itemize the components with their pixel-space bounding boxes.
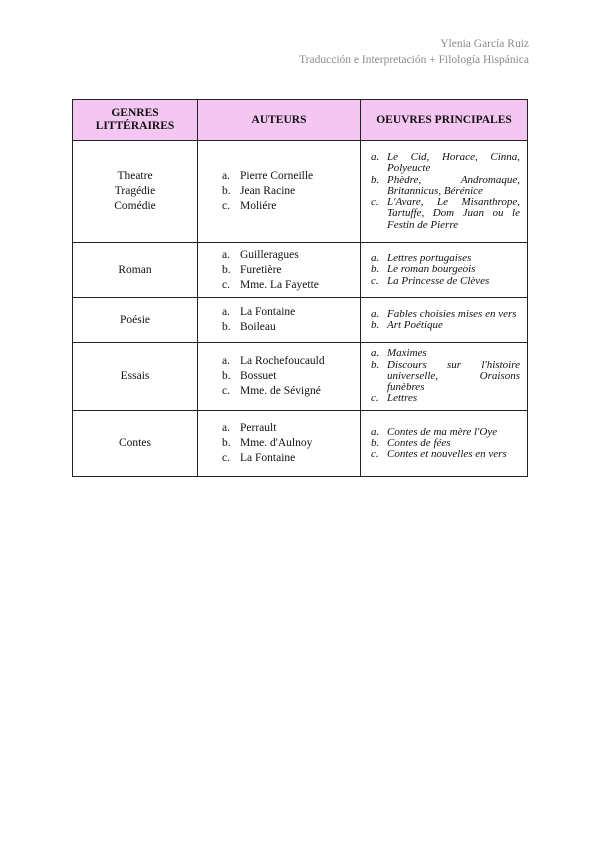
work-item	[367, 360, 520, 394]
list-marker: b.	[371, 358, 380, 371]
list-marker: c.	[371, 392, 379, 405]
author-item	[222, 278, 360, 293]
authors-cell	[198, 243, 361, 298]
list-text: La Rochefoucauld	[240, 355, 325, 367]
list-text: Lettres portugaises	[387, 252, 472, 265]
works-cell	[361, 411, 528, 477]
authors-cell	[198, 343, 361, 411]
list-text: Moliére	[240, 200, 277, 212]
list-marker: b.	[371, 263, 380, 276]
list-text: La Princesse de Clèves	[387, 274, 490, 287]
list-text: Mme. de Sévigné	[240, 385, 321, 397]
list-marker: a.	[371, 347, 380, 360]
list-marker: a.	[371, 151, 380, 164]
list-text: Mme. La Fayette	[240, 278, 319, 291]
list-text: Art Poétique	[387, 319, 443, 331]
author-item	[222, 169, 360, 184]
author-item	[222, 199, 360, 214]
author-item	[222, 184, 360, 199]
table-row	[73, 343, 528, 411]
genre-cell	[73, 298, 198, 343]
list-marker: a.	[222, 170, 230, 182]
authors-cell	[198, 141, 361, 243]
page-header	[299, 36, 529, 68]
table-row	[73, 243, 528, 298]
work-item	[367, 152, 520, 174]
author-item	[222, 248, 360, 263]
list-text: Lettres	[387, 392, 418, 405]
list-text: Le Cid, Horace, Cinna, Polyeucte	[387, 151, 520, 175]
works-cell	[361, 298, 528, 343]
list-marker: a.	[371, 307, 380, 320]
genre-label: Poésie	[119, 313, 151, 326]
genre-cell	[73, 411, 198, 477]
list-text: Jean Racine	[240, 185, 296, 197]
author-item	[222, 305, 360, 320]
list-marker: b.	[371, 173, 380, 186]
column-header-works: OEUVRES PRINCIPALES	[361, 100, 528, 141]
list-marker: a.	[222, 422, 230, 434]
list-text: Phèdre, Andromaque, Britannicus, Bérénice	[387, 173, 520, 197]
table-header-row	[73, 100, 528, 141]
list-text: Boileau	[240, 321, 276, 333]
list-marker: b.	[222, 437, 231, 449]
works-cell	[361, 141, 528, 243]
work-item	[367, 264, 520, 275]
author-item	[222, 320, 360, 335]
list-marker: b.	[222, 185, 231, 197]
author-item	[222, 354, 360, 369]
works-cell	[361, 243, 528, 298]
list-marker: b.	[222, 263, 231, 276]
list-text: La Fontaine	[240, 452, 296, 464]
list-marker: a.	[222, 355, 230, 367]
list-text: Discours sur l'histoire universelle, Oraisons funèbres	[387, 358, 520, 394]
list-marker: c.	[371, 448, 379, 461]
author-item	[222, 384, 360, 399]
works-cell	[361, 343, 528, 411]
list-marker: c.	[222, 200, 230, 212]
list-text: Mme. d'Aulnoy	[240, 437, 313, 449]
genre-label: Comédie	[114, 200, 156, 212]
list-text: Guilleragues	[240, 248, 299, 261]
genre-label: Roman	[118, 263, 152, 276]
list-text: Contes de fées	[387, 436, 451, 449]
list-marker: a.	[222, 248, 230, 261]
list-text: Contes de ma mère l'Oye	[387, 425, 498, 438]
genre-label: Contes	[119, 437, 151, 449]
list-text: Maximes	[387, 347, 427, 360]
list-marker: a.	[371, 252, 380, 265]
work-item	[367, 276, 520, 287]
work-item	[367, 449, 520, 460]
list-text: Bossuet	[240, 370, 277, 382]
author-item	[222, 451, 360, 466]
list-marker: a.	[371, 425, 380, 438]
list-text: Pierre Corneille	[240, 170, 314, 182]
list-text: Perrault	[240, 422, 277, 434]
list-text: Contes et nouvelles en vers	[387, 448, 507, 461]
list-marker: c.	[222, 452, 230, 464]
list-marker: c.	[222, 278, 230, 291]
genre-label: Theatre	[117, 170, 153, 182]
author-item	[222, 263, 360, 278]
genre-cell	[73, 141, 198, 243]
authors-cell	[198, 298, 361, 343]
list-marker: c.	[371, 274, 379, 287]
author-item	[222, 369, 360, 384]
work-item	[367, 197, 520, 231]
list-marker: b.	[371, 319, 380, 331]
list-marker: b.	[222, 321, 231, 333]
list-text: Fables choisies mises en vers	[387, 307, 517, 320]
table-row	[73, 141, 528, 243]
list-marker: b.	[222, 370, 231, 382]
list-text: La Fontaine	[240, 306, 296, 318]
literature-table	[72, 99, 528, 477]
list-marker: c.	[222, 385, 230, 397]
table-row	[73, 298, 528, 343]
genre-label: Essais	[120, 370, 150, 382]
list-text: L'Avare, Le Misanthrope, Tartuffe, Dom Juan ou le Festin de Pierre	[387, 196, 520, 231]
work-item	[367, 175, 520, 197]
list-text: Furetière	[240, 263, 282, 276]
genre-label: Tragédie	[114, 185, 156, 197]
genre-cell	[73, 243, 198, 298]
list-marker: b.	[371, 436, 380, 449]
author-item	[222, 421, 360, 436]
list-text: Le roman bourgeois	[387, 263, 476, 276]
work-item	[367, 348, 520, 359]
header-subtitle: Traducción e Interpretación + Filología Hispánica	[299, 54, 529, 66]
work-item	[367, 320, 520, 331]
table-row	[73, 411, 528, 477]
column-header-genres: GENRES LITTÉRAIRES	[73, 100, 198, 141]
list-marker: a.	[222, 306, 230, 318]
work-item	[367, 393, 520, 404]
genre-cell	[73, 343, 198, 411]
list-marker: c.	[371, 196, 379, 209]
author-item	[222, 436, 360, 451]
header-author: Ylenia García Ruiz	[440, 38, 529, 50]
authors-cell	[198, 411, 361, 477]
column-header-authors: AUTEURS	[198, 100, 361, 141]
